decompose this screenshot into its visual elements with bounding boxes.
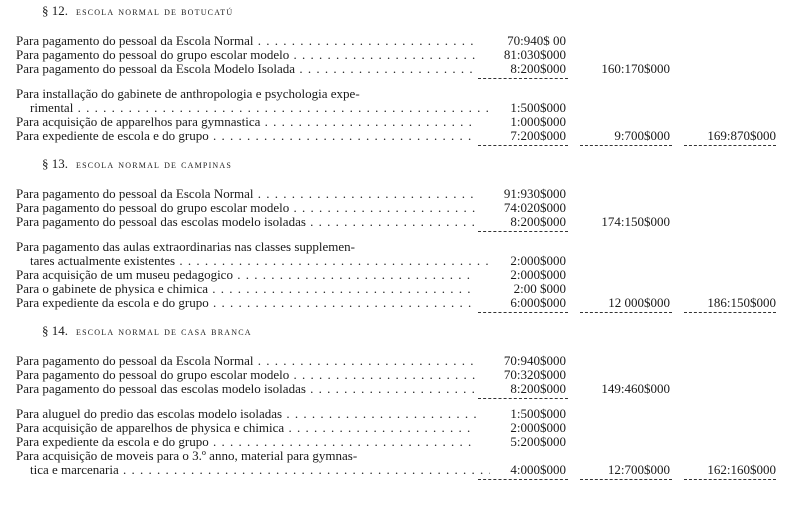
- line-item: [0, 268, 800, 282]
- item-description: Para installação do gabinete de anthropologia e psychologia expe-: [16, 87, 360, 101]
- item-description: Para acquisição de moveis para o 3.º anno, material para gymnas-: [16, 449, 358, 463]
- group-subtotal: 174:150$000: [601, 214, 670, 229]
- section-heading: [42, 3, 233, 19]
- item-amount: 70:940$ 00: [507, 33, 566, 48]
- line-item-part: [0, 240, 800, 254]
- section-number: § 12.: [42, 3, 68, 18]
- item-amount: 1:500$000: [510, 406, 566, 421]
- section-title: escola normal de botucatú: [76, 6, 234, 18]
- item-description: Para pagamento do pessoal do grupo escolar modelo . . .: [16, 368, 476, 382]
- item-amount: 4:000$000: [510, 462, 566, 477]
- item-description: Para pagamento do pessoal da Escola Normal . . .: [16, 354, 476, 368]
- item-amount: 74:020$000: [503, 200, 566, 215]
- item-description: Para acquisição de apparelhos para gymnastica . . .: [16, 115, 476, 129]
- subtotal-rule: [580, 312, 672, 313]
- section-number: § 14.: [42, 323, 68, 338]
- item-description: Para pagamento do pessoal das escolas modelo isoladas . . .: [16, 215, 476, 229]
- item-amount: 2:000$000: [510, 420, 566, 435]
- item-amount: 1:500$000: [510, 100, 566, 115]
- line-item: [0, 254, 800, 268]
- total-rule: [684, 479, 776, 480]
- group-subtotal: 160:170$000: [601, 61, 670, 76]
- group-subtotal: 9:700$000: [614, 128, 670, 143]
- item-description: Para pagamento do pessoal da Escola Normal . . .: [16, 187, 476, 201]
- item-amount: 8:200$000: [510, 381, 566, 396]
- section-total: 169:870$000: [707, 128, 776, 143]
- item-amount: 2:00 $000: [513, 281, 566, 296]
- amount-rule: [478, 78, 568, 79]
- item-description: Para pagamento do pessoal do grupo escolar modelo . . .: [16, 48, 476, 62]
- item-amount: 8:200$000: [510, 61, 566, 76]
- item-description: Para aluguel do predio das escolas modelo isoladas . . .: [16, 407, 476, 421]
- line-item: [0, 201, 800, 215]
- item-description: Para pagamento do pessoal da Escola Modelo Isolada . . .: [16, 62, 476, 76]
- item-description: tares actualmente existentes . . .: [30, 254, 490, 268]
- amount-rule: [478, 398, 568, 399]
- item-amount: 91:930$000: [503, 186, 566, 201]
- item-description: Para expediente da escola e do grupo . . .: [16, 435, 476, 449]
- line-item: [0, 407, 800, 421]
- item-description: Para expediente da escola e do grupo . . .: [16, 296, 476, 310]
- amount-rule: [478, 231, 568, 232]
- item-amount: 5:200$000: [510, 434, 566, 449]
- subtotal-rule: [580, 479, 672, 480]
- item-amount: 2:000$000: [510, 253, 566, 268]
- amount-rule: [478, 145, 568, 146]
- group-subtotal: 12:700$000: [607, 462, 670, 477]
- section-title: escola normal de casa branca: [76, 326, 252, 338]
- item-amount: 70:320$000: [503, 367, 566, 382]
- item-description: Para pagamento do pessoal do grupo escolar modelo . . .: [16, 201, 476, 215]
- line-item: [0, 463, 800, 477]
- line-item: [0, 34, 800, 48]
- section-number: § 13.: [42, 156, 68, 171]
- line-item: [0, 62, 800, 76]
- item-description: Para o gabinete de physica e chimica . . .: [16, 282, 476, 296]
- subtotal-rule: [580, 145, 672, 146]
- item-amount: 8:200$000: [510, 214, 566, 229]
- line-item: [0, 435, 800, 449]
- item-description: Para pagamento do pessoal da Escola Normal . . .: [16, 34, 476, 48]
- line-item: [0, 187, 800, 201]
- item-amount: 7:200$000: [510, 128, 566, 143]
- line-item: [0, 129, 800, 143]
- line-item-part: [0, 449, 800, 463]
- item-description: Para pagamento das aulas extraordinarias nas classes supplemen-: [16, 240, 355, 254]
- item-amount: 1:000$000: [510, 114, 566, 129]
- item-amount: 70:940$000: [503, 353, 566, 368]
- line-item: [0, 421, 800, 435]
- item-description: Para acquisição de apparelhos de physica e chimica . . .: [16, 421, 476, 435]
- section-title: escola normal de campinas: [76, 159, 233, 171]
- line-item: [0, 296, 800, 310]
- item-description: Para pagamento do pessoal das escolas modelo isoladas . . .: [16, 382, 476, 396]
- line-item: [0, 354, 800, 368]
- line-item: [0, 368, 800, 382]
- line-item-part: [0, 87, 800, 101]
- line-item: [0, 382, 800, 396]
- line-item: [0, 115, 800, 129]
- item-description: Para expediente de escola e do grupo . . .: [16, 129, 476, 143]
- amount-rule: [478, 312, 568, 313]
- line-item: [0, 282, 800, 296]
- group-subtotal: 12 000$000: [608, 295, 670, 310]
- item-amount: 81:030$000: [503, 47, 566, 62]
- item-description: rimental . . .: [30, 101, 490, 115]
- total-rule: [684, 145, 776, 146]
- section-total: 186:150$000: [707, 295, 776, 310]
- line-item: [0, 215, 800, 229]
- line-item: [0, 48, 800, 62]
- amount-rule: [478, 479, 568, 480]
- section-heading: [42, 156, 232, 172]
- item-description: tica e marcenaria . . .: [30, 463, 490, 477]
- line-item: [0, 101, 800, 115]
- group-subtotal: 149:460$000: [601, 381, 670, 396]
- section-heading: [42, 323, 252, 339]
- item-description: Para acquisição de um museu pedagogico . . .: [16, 268, 476, 282]
- total-rule: [684, 312, 776, 313]
- item-amount: 6:000$000: [510, 295, 566, 310]
- section-total: 162:160$000: [707, 462, 776, 477]
- item-amount: 2:000$000: [510, 267, 566, 282]
